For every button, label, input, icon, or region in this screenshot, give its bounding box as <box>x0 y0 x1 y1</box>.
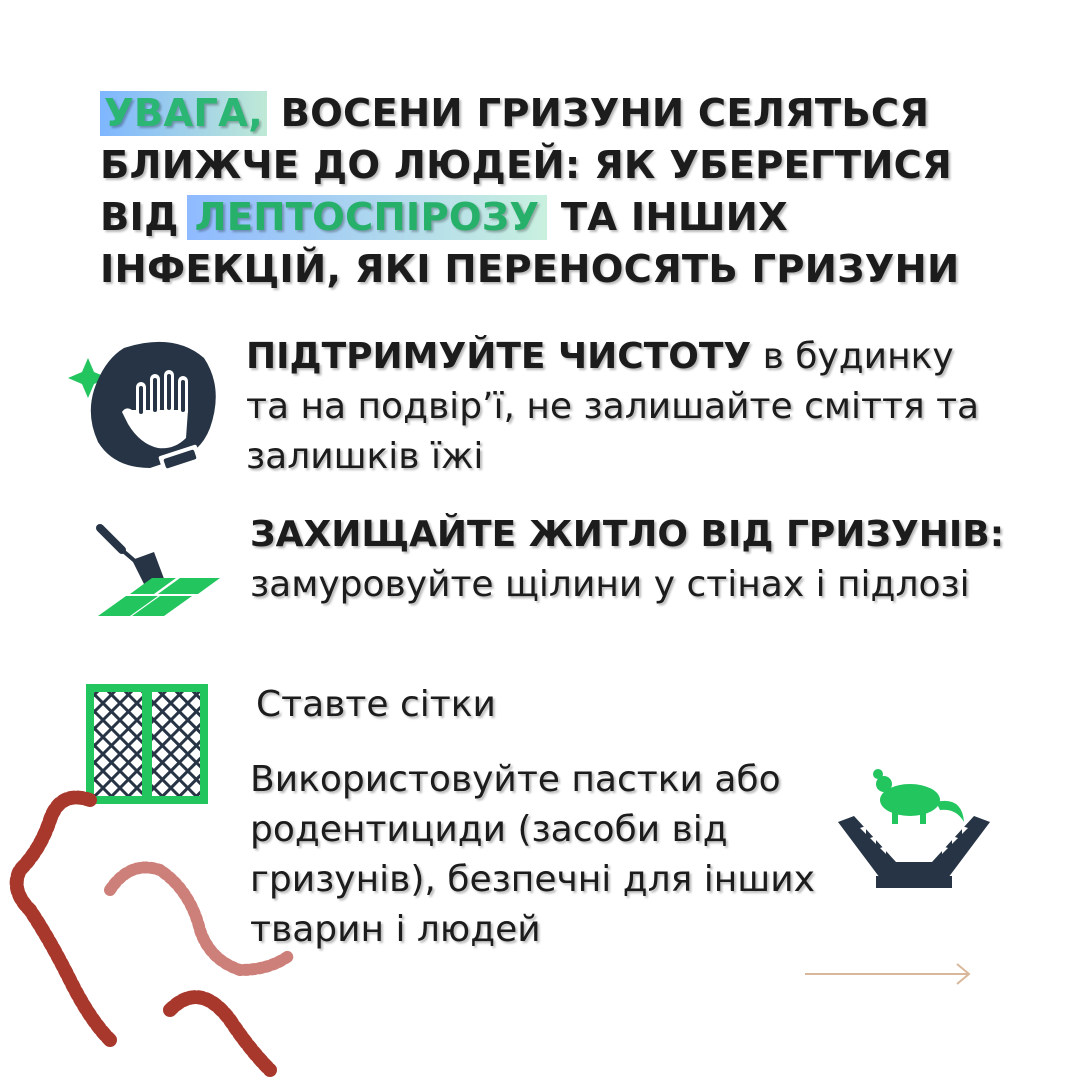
tip-protect-home-text: замуровуйте щілини у стінах і підлозі <box>250 564 970 605</box>
right-arrow-icon <box>805 962 975 986</box>
tip-use-traps <box>250 755 850 955</box>
tip-protect-home <box>250 510 1010 610</box>
title-text-1: ВОСЕНИ ГРИЗУНИ СЕЛЯТЬСЯ БЛИЖЧЕ ДО ЛЮДЕЙ: ЯК УБЕРЕГТИСЯ ВІД <box>100 91 952 240</box>
tip-cleanliness-text: в будинку та на подвір’ї, не залишайте сміття та залишків їжі <box>246 336 980 477</box>
tip-cleanliness-bold: ПІДТРИМУЙТЕ ЧИСТОТУ <box>246 336 752 377</box>
tip-install-mesh <box>256 680 656 730</box>
page-title <box>100 88 1000 296</box>
tip-cleanliness <box>246 332 1006 482</box>
title-highlight-attention: УВАГА, <box>100 91 267 136</box>
spiral-coil-decoration <box>0 780 320 1080</box>
rodent-trap-icon <box>836 766 992 892</box>
title-highlight-leptospirosis: ЛЕПТОСПІРОЗУ <box>187 195 548 240</box>
tip-use-traps-text: Використовуйте пастки або родентициди (засоби від гризунів), безпечні для інших тварин і людей <box>250 759 815 950</box>
tip-install-mesh-text: Ставте сітки <box>256 684 496 725</box>
cleaning-hand-icon <box>64 338 224 484</box>
tip-protect-home-bold: ЗАХИЩАЙТЕ ЖИТЛО ВІД ГРИЗУНІВ: <box>250 514 1005 555</box>
trowel-tiles-icon <box>96 522 226 620</box>
title-text-2: ТА ІНШИХ ІНФЕКЦІЙ, ЯКІ ПЕРЕНОСЯТЬ ГРИЗУНИ <box>100 195 960 292</box>
